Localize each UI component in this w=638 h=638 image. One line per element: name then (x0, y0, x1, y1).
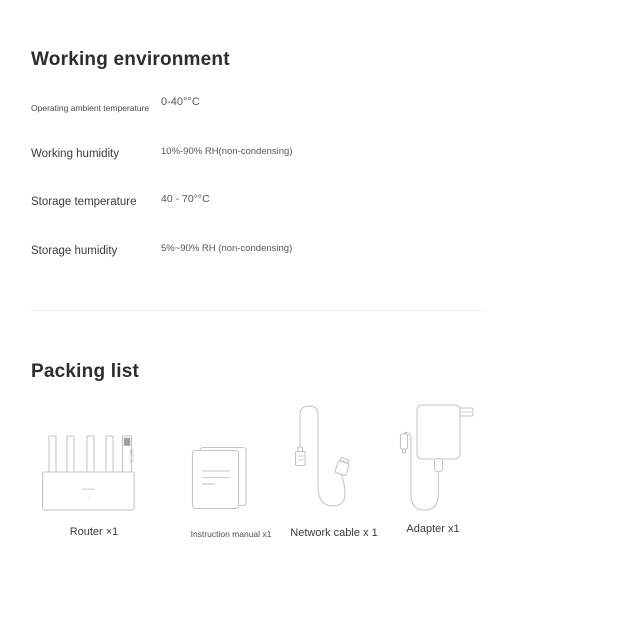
router-body (43, 472, 135, 510)
spec-row-operating-temperature (31, 98, 461, 118)
router-illustration (42, 432, 135, 512)
packing-list-title: Packing list (31, 360, 139, 382)
spec-value: 40 - 70°°C (161, 193, 210, 205)
spec-label: Storage temperature (31, 196, 137, 208)
wifi6-badge (124, 438, 130, 446)
power-adapter-illustration (392, 396, 484, 522)
rj45-plug-left (296, 447, 306, 466)
router-item-label: Router ×1 (69, 526, 119, 538)
spec-value: 0-40°°C (161, 96, 200, 108)
working-environment-title: Working environment (31, 48, 230, 70)
router-antennas (49, 436, 133, 474)
adapter-strain-relief (435, 459, 443, 472)
section-divider (31, 310, 483, 311)
spec-label: Operating ambient temperature (31, 103, 150, 113)
spec-value: 5%~90% RH (non-condensing) (161, 243, 293, 254)
router-led-mark (88, 497, 90, 498)
network-cable-illustration (288, 400, 380, 520)
spec-label: Storage humidity (31, 245, 118, 257)
adapter-item-label: Adapter x1 (406, 523, 460, 535)
instruction-manual-item-label: Instruction manual x1 (190, 529, 272, 539)
spec-value: 10%-90% RH(non-condensing) (161, 146, 293, 157)
manual-front-page (193, 451, 239, 509)
spec-label: Working humidity (31, 148, 119, 160)
cable-cord (300, 406, 345, 506)
router-logo-mark (82, 489, 95, 491)
spec-row-working-humidity (31, 144, 461, 164)
rj45-plug-right (335, 457, 351, 476)
wifi6-label: WiFi 6 (127, 448, 134, 463)
adapter-body (417, 405, 460, 459)
dc-plug (401, 434, 408, 453)
spec-row-storage-humidity (31, 241, 461, 261)
manual-illustration (190, 446, 276, 514)
network-cable-item-label: Network cable x 1 (290, 527, 378, 539)
spec-row-storage-temperature (31, 192, 461, 212)
